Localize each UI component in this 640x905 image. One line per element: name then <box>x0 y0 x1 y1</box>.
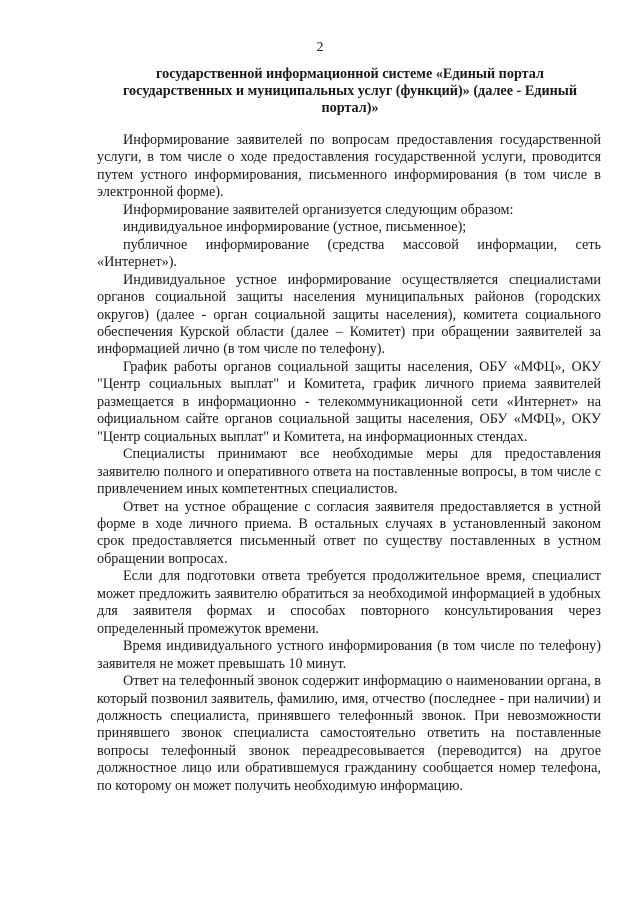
paragraph-time-limit: Время индивидуального устного информирования (в том числе по телефону) заявителя не может превышать 10 минут. <box>97 638 601 672</box>
paragraph-preparation: Если для подготовки ответа требуется продолжительное время, специалист может предложить заявителю обратиться за необходимой информацией в удобных для заявителя формах и способах повторного консультирования через определенный промежуток времени. <box>97 568 601 637</box>
paragraph-public: публичное информирование (средства массовой информации, сеть «Интернет»). <box>97 236 601 271</box>
paragraph-schedule: График работы органов социальной защиты населения, ОБУ «МФЦ», ОКУ "Центр социальных выплат" и Комитета, график личного приема заявителей размещается в информационно - телекоммуникационной сети «Интернет» на официальном сайте органов социальной защиты населения, ОБУ «МФЦ», ОКУ "Центр социальных выплат" и Комитета, на информационных стендах. <box>97 358 601 445</box>
section-heading: государственной информационной системе «Единый портал государственных и муниципальных услуг (функций)» (далее - Единый портал)» <box>122 66 578 116</box>
paragraph-organization: Информирование заявителей организуется следующим образом: <box>123 201 514 218</box>
document-body <box>97 132 601 795</box>
paragraph-oral-reply: Ответ на устное обращение с согласия заявителя предоставляется в устной форме в ходе личного приема. В остальных случаях в установленный законом срок предоставляется письменный ответ по существу поставленных в устном обращении вопросах. <box>97 498 601 567</box>
page-number: 2 <box>316 40 324 55</box>
paragraph-individual: индивидуальное информирование (устное, письменное); <box>123 219 467 236</box>
paragraph-phone-reply: Ответ на телефонный звонок содержит информацию о наименовании органа, в который позвонил заявитель, фамилию, имя, отчество (последнее - при наличии) и должность специалиста, принявшего телефонный звонок. При невозможности принявшего звонок специалиста самостоятельно ответить на поставленные вопросы телефонный звонок переадресовывается (переводится) на другое должностное лицо или обратившемуся гражданину сообщается номер телефона, по которому он может получить необходимую информацию. <box>97 673 601 794</box>
paragraph-oral-informing: Индивидуальное устное информирование осуществляется специалистами органов социальной защиты населения муниципальных районов (городских округов) (далее - орган социальной защиты населения), комитета социального обеспечения Курской области (далее – Комитет) при обращении заявителей за информацией лично (в том числе по телефону). <box>97 271 601 358</box>
paragraph-informing-overview: Информирование заявителей по вопросам предоставления государственной услуги, в том числе о ходе предоставления государственной услуги, проводится путем устного информирования, письменного информирования (в том числе в электронной форме). <box>97 132 601 201</box>
paragraph-specialists: Специалисты принимают все необходимые меры для предоставления заявителю полного и оперативного ответа на поставленные вопросы, в том числе с привлечением иных компетентных специалистов. <box>97 446 601 498</box>
